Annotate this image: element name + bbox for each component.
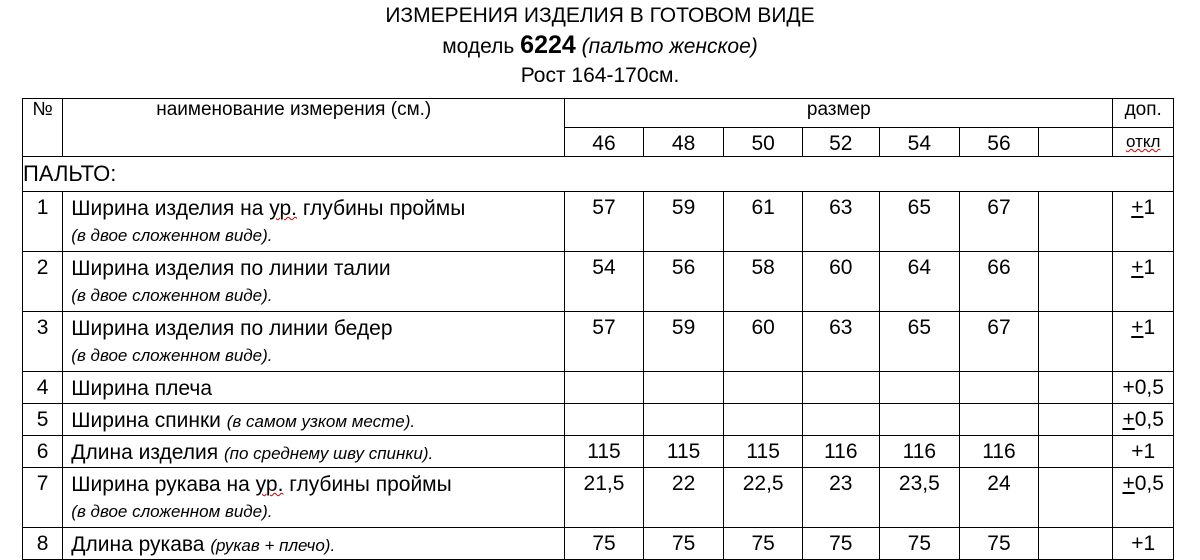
- value-size-48: 56: [643, 252, 724, 312]
- tolerance-value: 0,5: [1134, 472, 1164, 495]
- tolerance: [1113, 252, 1174, 312]
- row-number: 4: [23, 372, 63, 404]
- row-number: 6: [23, 436, 63, 468]
- value-size-52: [802, 404, 879, 436]
- value-size-46: 57: [565, 192, 644, 252]
- col-tol-header-1: доп.: [1113, 99, 1174, 128]
- value-size-50: 58: [724, 252, 803, 312]
- table-row: [23, 468, 1174, 528]
- value-size-48: 75: [643, 528, 724, 560]
- model-number: 6224: [520, 31, 576, 59]
- table-row: [23, 192, 1174, 252]
- value-size-56: 116: [960, 436, 1039, 468]
- value-size-54: 116: [879, 436, 960, 468]
- value-size-52: 75: [802, 528, 879, 560]
- value-size-48: 59: [643, 192, 724, 252]
- value-empty: [1038, 436, 1113, 468]
- section-row: [23, 157, 1174, 192]
- size-48-header: 48: [643, 128, 724, 157]
- value-size-50: [724, 404, 803, 436]
- name-text: Ширина плеча: [71, 377, 213, 400]
- value-size-56: [960, 404, 1039, 436]
- value-empty: [1038, 312, 1113, 372]
- value-empty: [1038, 468, 1113, 528]
- value-size-56: 67: [960, 312, 1039, 372]
- model-description: (пальто женское): [581, 35, 758, 58]
- value-size-50: 115: [724, 436, 803, 468]
- tolerance-value: +1: [1131, 532, 1156, 555]
- value-size-46: 21,5: [565, 468, 644, 528]
- value-size-46: 54: [565, 252, 644, 312]
- value-size-56: 24: [960, 468, 1039, 528]
- value-empty: [1038, 528, 1113, 560]
- page-title: ИЗМЕРЕНИЯ ИЗДЕЛИЯ В ГОТОВОМ ВИДЕ: [385, 4, 815, 27]
- value-empty: [1038, 192, 1113, 252]
- height-range: Рост 164-170см.: [520, 64, 680, 87]
- name-abbrev: ур.: [255, 473, 284, 496]
- size-46-header: 46: [565, 128, 644, 157]
- value-empty: [1038, 404, 1113, 436]
- measurement-name: [63, 372, 565, 404]
- tolerance: [1113, 372, 1174, 404]
- measurement-note: (в двое сложенном виде).: [71, 286, 273, 305]
- name-text: Ширина спинки: [71, 409, 227, 432]
- header-row-1: [23, 99, 1174, 128]
- value-size-54: 65: [879, 192, 960, 252]
- row-number: 8: [23, 528, 63, 560]
- value-size-52: 60: [802, 252, 879, 312]
- measurement-note: (в двое сложенном виде).: [71, 346, 273, 365]
- value-size-48: 22: [643, 468, 724, 528]
- value-size-56: 67: [960, 192, 1039, 252]
- table-row: [23, 436, 1174, 468]
- tolerance-value: 0,5: [1134, 408, 1164, 431]
- size-54-header: 54: [879, 128, 960, 157]
- value-size-48: [643, 404, 724, 436]
- tolerance-sign: +: [1122, 472, 1135, 495]
- tolerance: [1113, 312, 1174, 372]
- tolerance: [1113, 404, 1174, 436]
- value-empty: [1038, 372, 1113, 404]
- value-size-52: [802, 372, 879, 404]
- name-text: Ширина изделия по линии бедер: [71, 317, 393, 340]
- size-50-header: 50: [724, 128, 803, 157]
- measurement-name: [63, 468, 565, 528]
- name-text-end: глубины проймы: [283, 473, 452, 496]
- measurement-name: [63, 436, 565, 468]
- measurement-name: [63, 528, 565, 560]
- tolerance: [1113, 192, 1174, 252]
- tolerance-value: 1: [1143, 316, 1156, 339]
- value-size-56: [960, 372, 1039, 404]
- inline-note: (по среднему шву спинки).: [223, 444, 434, 463]
- title-block: [0, 2, 1200, 90]
- tolerance-value: 1: [1143, 196, 1156, 219]
- name-text: Ширина изделия по линии талии: [71, 257, 391, 280]
- value-size-48: 115: [643, 436, 724, 468]
- col-name-header: наименование измерения (см.): [63, 99, 565, 157]
- value-size-52: 63: [802, 312, 879, 372]
- name-text: Ширина рукава на: [71, 473, 256, 496]
- value-size-46: 57: [565, 312, 644, 372]
- value-size-46: [565, 404, 644, 436]
- row-number: 7: [23, 468, 63, 528]
- size-empty-header: [1038, 128, 1113, 157]
- value-size-48: [643, 372, 724, 404]
- value-size-46: [565, 372, 644, 404]
- value-size-52: 23: [802, 468, 879, 528]
- name-text-end: глубины проймы: [297, 197, 466, 220]
- name-abbrev: ур.: [269, 197, 298, 220]
- value-size-52: 116: [802, 436, 879, 468]
- value-size-50: [724, 372, 803, 404]
- value-size-54: 23,5: [879, 468, 960, 528]
- value-empty: [1038, 252, 1113, 312]
- tolerance-value: 1: [1143, 256, 1156, 279]
- measurement-name: [63, 404, 565, 436]
- col-tol-header-2: откл: [1113, 128, 1174, 157]
- table-row: [23, 372, 1174, 404]
- section-label: ПАЛЬТО:: [23, 157, 1174, 192]
- measurement-name: [63, 252, 565, 312]
- size-56-header: 56: [960, 128, 1039, 157]
- measurement-name: [63, 312, 565, 372]
- value-size-54: 75: [879, 528, 960, 560]
- tolerance-value: +1: [1131, 440, 1156, 463]
- value-size-50: 61: [724, 192, 803, 252]
- tolerance: [1113, 528, 1174, 560]
- row-number: 5: [23, 404, 63, 436]
- inline-note: (в самом узком месте).: [226, 412, 416, 431]
- name-text: Ширина изделия на: [71, 197, 270, 220]
- model-line: [0, 30, 1200, 62]
- value-size-56: 66: [960, 252, 1039, 312]
- measurement-note: (в двое сложенном виде).: [71, 502, 273, 521]
- value-size-46: 75: [565, 528, 644, 560]
- col-num-header: №: [23, 99, 63, 157]
- tolerance: [1113, 436, 1174, 468]
- value-size-54: 64: [879, 252, 960, 312]
- measurement-note: (в двое сложенном виде).: [71, 226, 273, 245]
- tolerance: [1113, 468, 1174, 528]
- value-size-46: 115: [565, 436, 644, 468]
- table-row: [23, 404, 1174, 436]
- col-size-header: размер: [565, 99, 1113, 128]
- measurement-table: [22, 98, 1174, 560]
- inline-note: (рукав + плечо).: [210, 536, 336, 555]
- tolerance-sign: +: [1131, 316, 1144, 339]
- table-row: [23, 252, 1174, 312]
- value-size-50: 75: [724, 528, 803, 560]
- model-prefix: модель: [442, 35, 515, 58]
- size-52-header: 52: [802, 128, 879, 157]
- table-row: [23, 312, 1174, 372]
- value-size-54: [879, 404, 960, 436]
- tolerance-sign: +: [1122, 408, 1135, 431]
- value-size-48: 59: [643, 312, 724, 372]
- name-text: Длина изделия: [71, 441, 224, 464]
- value-size-52: 63: [802, 192, 879, 252]
- row-number: 1: [23, 192, 63, 252]
- table-row: [23, 528, 1174, 560]
- measurement-name: [63, 192, 565, 252]
- row-number: 3: [23, 312, 63, 372]
- value-size-50: 22,5: [724, 468, 803, 528]
- row-number: 2: [23, 252, 63, 312]
- value-size-54: [879, 372, 960, 404]
- tolerance-sign: +: [1131, 196, 1144, 219]
- value-size-56: 75: [960, 528, 1039, 560]
- tolerance-value: +0,5: [1122, 376, 1164, 399]
- value-size-50: 60: [724, 312, 803, 372]
- value-size-54: 65: [879, 312, 960, 372]
- name-text: Длина рукава: [71, 533, 211, 556]
- tolerance-sign: +: [1131, 256, 1144, 279]
